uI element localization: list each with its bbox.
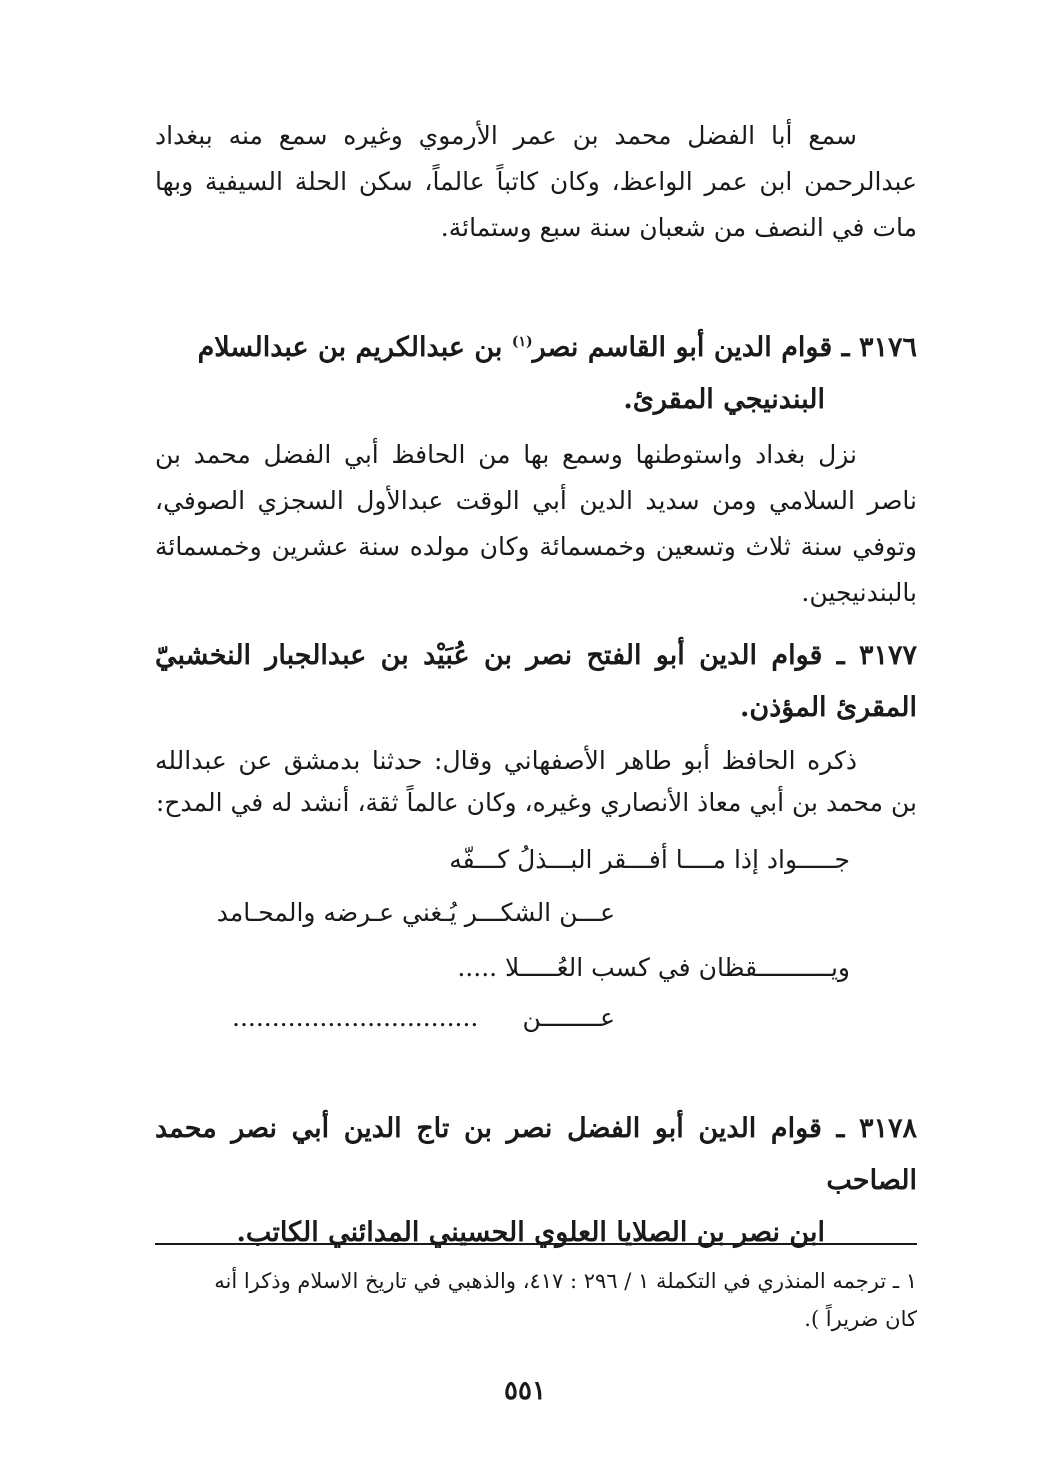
entry-3176-heading-line2: البندنيجي المقرئ.: [623, 384, 825, 415]
entry-3176-heading-line1: ٣١٧٦ ـ قوام الدين أبو القاسم نصر$^{(١)}$ بن عبدالكريم بن عبدالسلام: [197, 332, 917, 363]
entry-3178-heading-line2: ابن نصر بن الصلايا العلوي الحسيني المدائني الكاتب.: [236, 1217, 825, 1248]
entry-3178-heading: [155, 1103, 917, 1259]
entry-3178-heading-line1: ٣١٧٨ ـ قوام الدين أبو الفضل نصر بن تاج الدين أبي نصر محمد الصاحب: [155, 1113, 917, 1196]
intro-block: [155, 113, 917, 251]
entry-3177-heading-line1: ٣١٧٧ ـ قوام الدين أبو الفتح نصر بن عُبَيْد بن عبدالجبار النخشبيّ المقرئ: [155, 640, 917, 723]
footnote-marker[interactable]: (١): [511, 334, 533, 350]
entry-3176: [155, 322, 917, 616]
page-number: ٥٥١: [504, 1376, 546, 1406]
entry-3177-body: ذكره الحافظ أبو طاهر الأصفهاني وقال: حدثنا بدمشق عن عبدالله بن محمد بن أبي معاذ الأنصاري وغيره، وكان عالماً ثقة، أنشد له في المدح:: [155, 746, 917, 817]
verse-4-ellipsis: ...............................: [232, 1003, 479, 1032]
footnote: [155, 1262, 917, 1338]
verse-3: ويــــــــــقظان في كسب العُـــــلا .....: [457, 953, 850, 982]
entry-3177-heading: [155, 630, 917, 734]
footnote-separator: [155, 1243, 917, 1245]
verse-2: عـــن الشكـــر يُـغني عـرضه والمحـامد: [216, 898, 615, 927]
verse-1: جـــــواد إذا مــــا أفـــقر البـــذلُ كـــفّه: [449, 845, 850, 874]
footnote-line2: كان ضريراً ).: [804, 1307, 917, 1331]
entry-3176-body: نزل بغداد واستوطنها وسمع بها من الحافظ أبي الفضل محمد بن ناصر السلامي ومن سديد الدين أبي الوقت عبدالأول السجزي الصوفي، وتوفي سنة ثلاث وتسعين وخمسمائة وكان مولده سنة عشرين وخمسمائة بالبندنيجين.: [155, 440, 917, 607]
footnote-line1: ١ ـ ترجمه المنذري في التكملة ١ / ٢٩٦ : ٤١٧، والذهبي في تاريخ الاسلام وذكرا أنه: [214, 1269, 917, 1293]
verse-4: عــــــــن: [522, 1003, 615, 1032]
intro-paragraph: سمع أبا الفضل محمد بن عمر الأرموي وغيره سمع منه ببغداد عبدالرحمن ابن عمر الواعظ، وكان كاتباً عالماً، سكن الحلة السيفية وبها مات في النصف من شعبان سنة سبع وستمائة.: [155, 121, 917, 242]
entry-3178: [155, 1103, 917, 1259]
entry-3176-heading: [155, 322, 917, 426]
entry-3177: [155, 630, 917, 824]
entry-3177-heading-line2: المؤذن.: [740, 692, 827, 723]
